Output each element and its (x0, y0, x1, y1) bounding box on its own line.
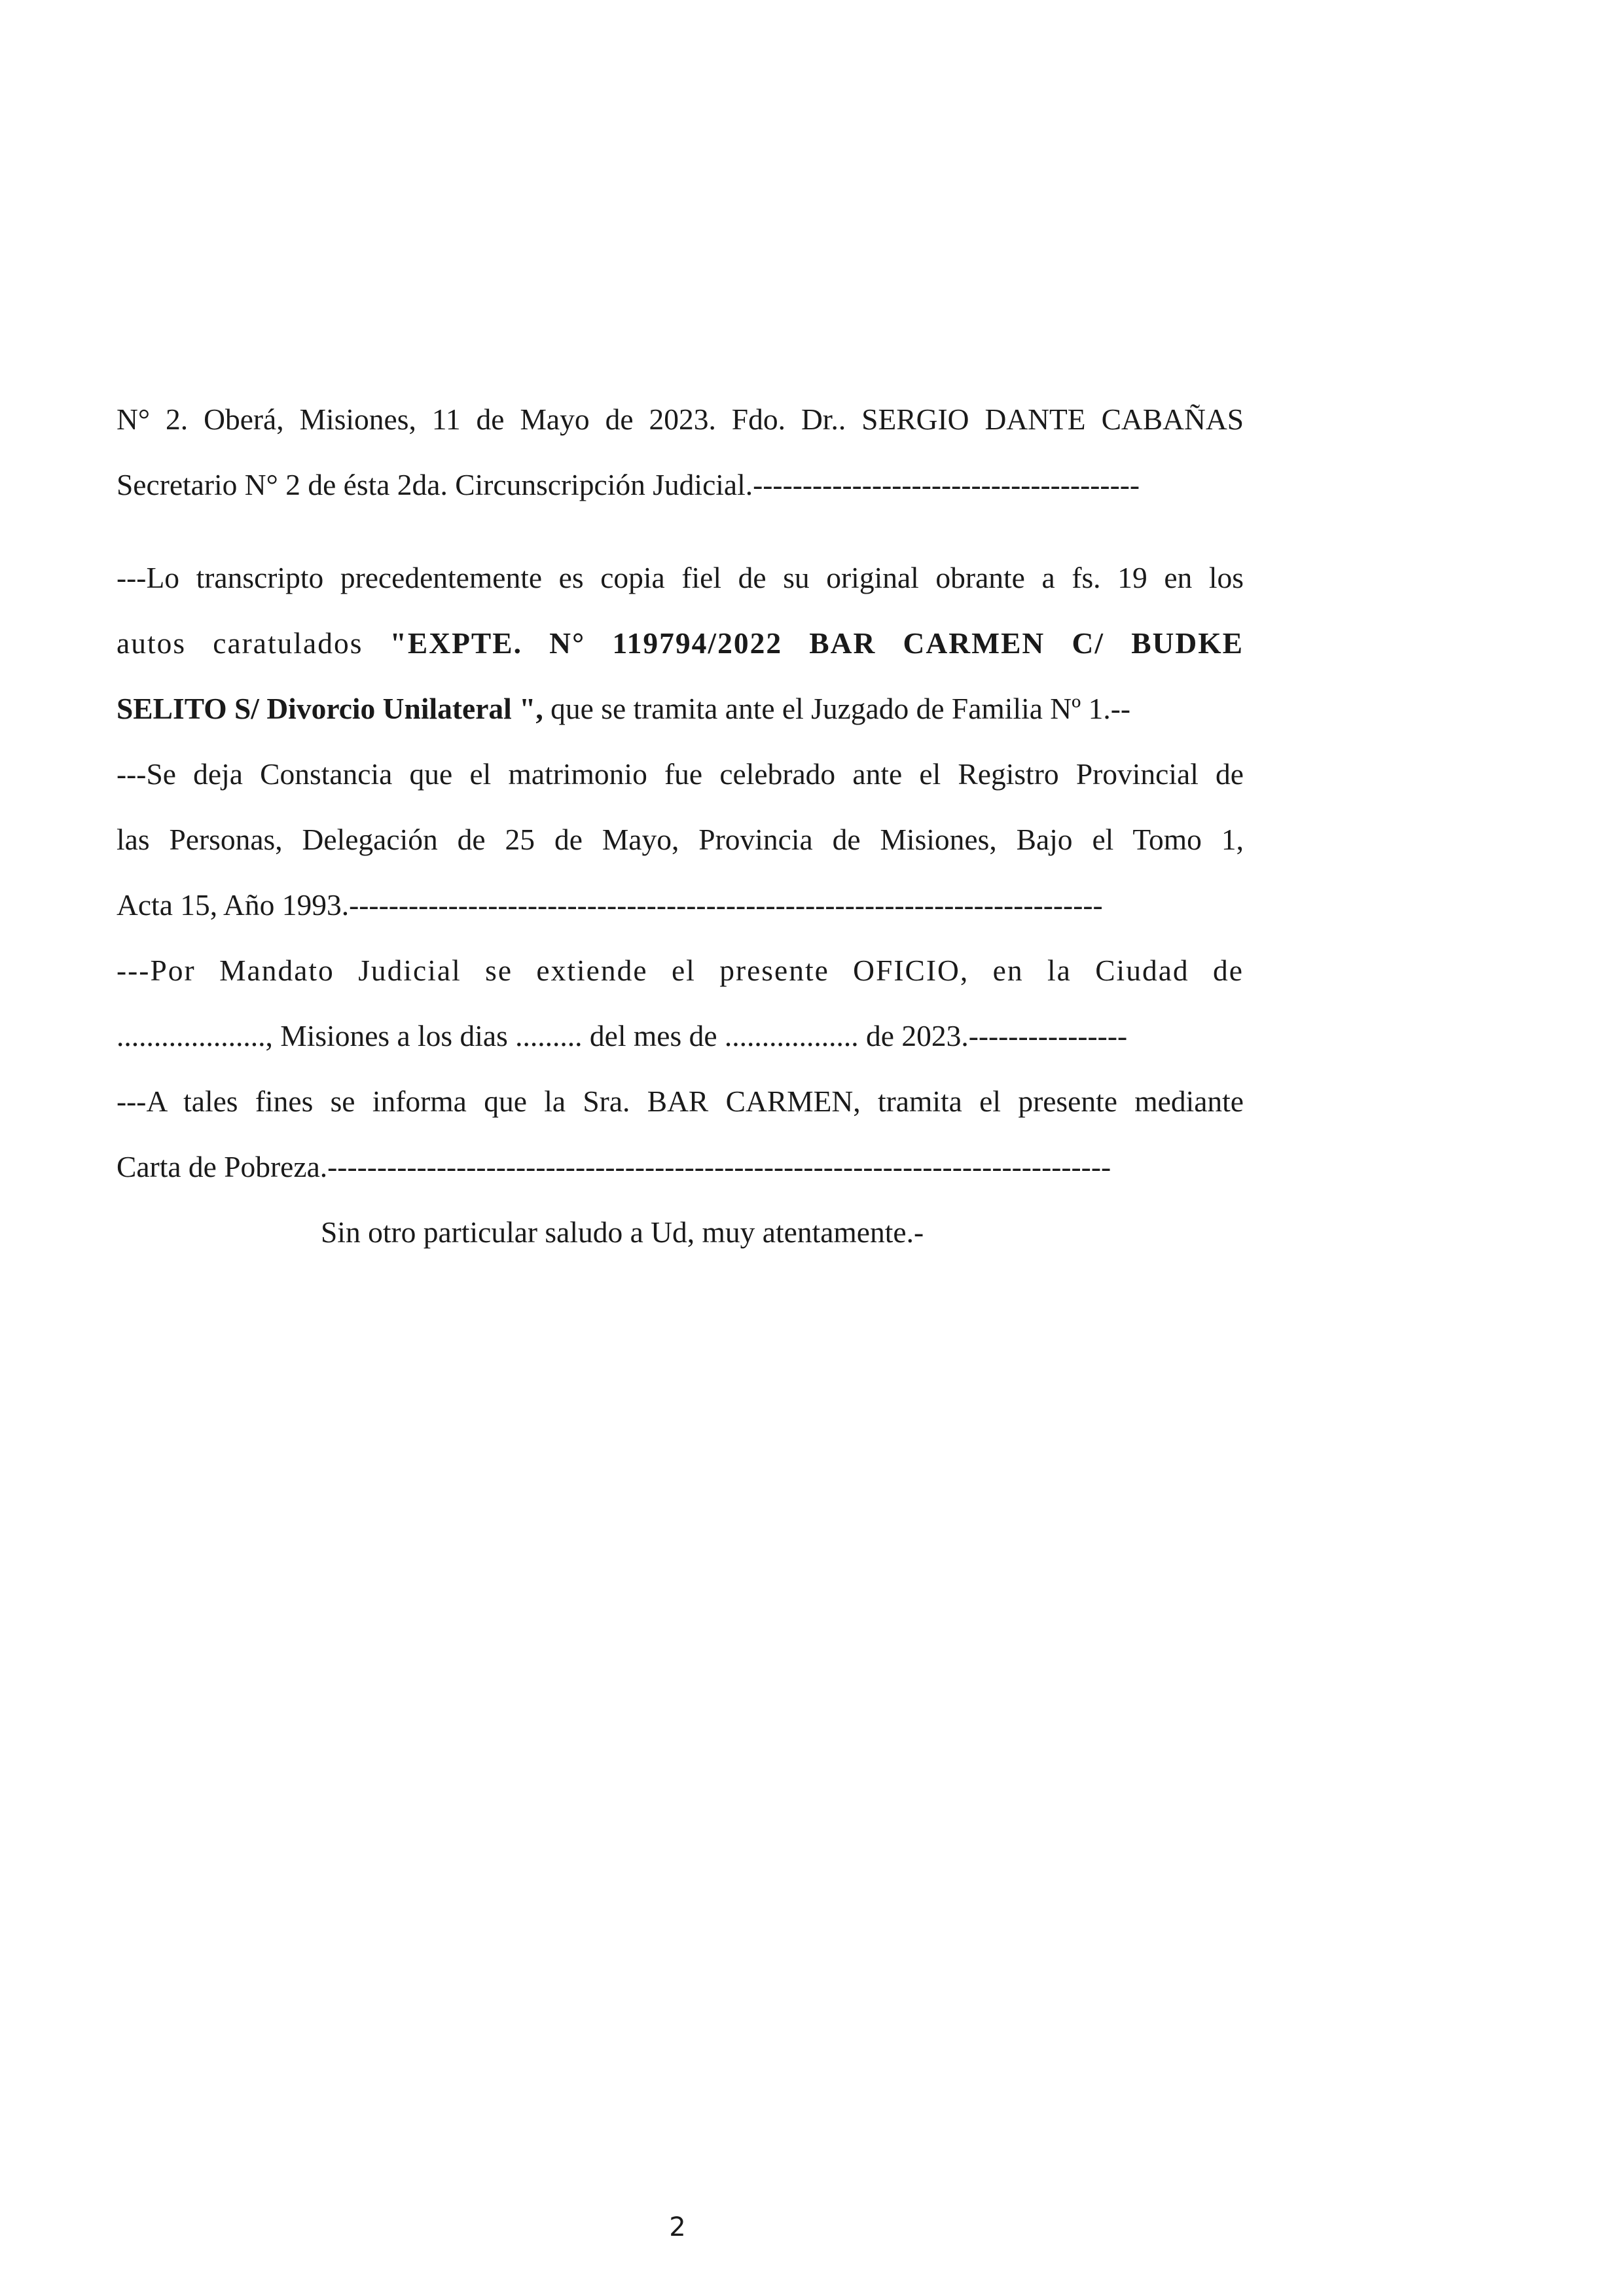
body-line-4: ---Se deja Constancia que el matrimonio fue celebrado ante el Registro Provincial de (117, 757, 1244, 791)
closing-salutation: Sin otro particular saludo a Ud, muy atentamente.- (321, 1215, 924, 1249)
document-header-block (117, 387, 1244, 518)
case-caption-prefix: autos caratulados (117, 626, 390, 660)
case-title-part-2: SELITO S/ Divorcio Unilateral ", (117, 692, 543, 725)
page-number: 2 (669, 2212, 686, 2242)
body-line-2 (117, 611, 1244, 676)
body-line-1: ---Lo transcripto precedentemente es copia fiel de su original obrante a fs. 19 en los (117, 561, 1244, 594)
body-line-6: Acta 15, Año 1993.---------------------------------------------------------------------------- (117, 888, 1103, 922)
header-line-1: N° 2. Oberá, Misiones, 11 de Mayo de 2023. Fdo. Dr.. SERGIO DANTE CABAÑAS (117, 403, 1244, 436)
body-line-5: las Personas, Delegación de 25 de Mayo, Provincia de Misiones, Bajo el Tomo 1, (117, 823, 1244, 856)
body-line-9: ---A tales fines se informa que la Sra. BAR CARMEN, tramita el presente mediante (117, 1085, 1244, 1118)
document-body-block (117, 545, 1244, 1265)
case-title-part-1: "EXPTE. N° 119794/2022 BAR CARMEN C/ BUDKE (389, 626, 1244, 660)
body-line-8: ...................., Misiones a los dias ......... del mes de .................. de 2023.---------------- (117, 1019, 1128, 1052)
body-line-7: ---Por Mandato Judicial se extiende el presente OFICIO, en la Ciudad de (117, 954, 1244, 987)
body-line-3 (117, 676, 1244, 742)
body-line-10: Carta de Pobreza.------------------------------------------------------------------------------- (117, 1150, 1111, 1183)
header-line-2: Secretario N° 2 de ésta 2da. Circunscripción Judicial.--------------------------------------- (117, 468, 1140, 501)
court-reference: que se tramita ante el Juzgado de Familia Nº 1.-- (543, 692, 1131, 725)
